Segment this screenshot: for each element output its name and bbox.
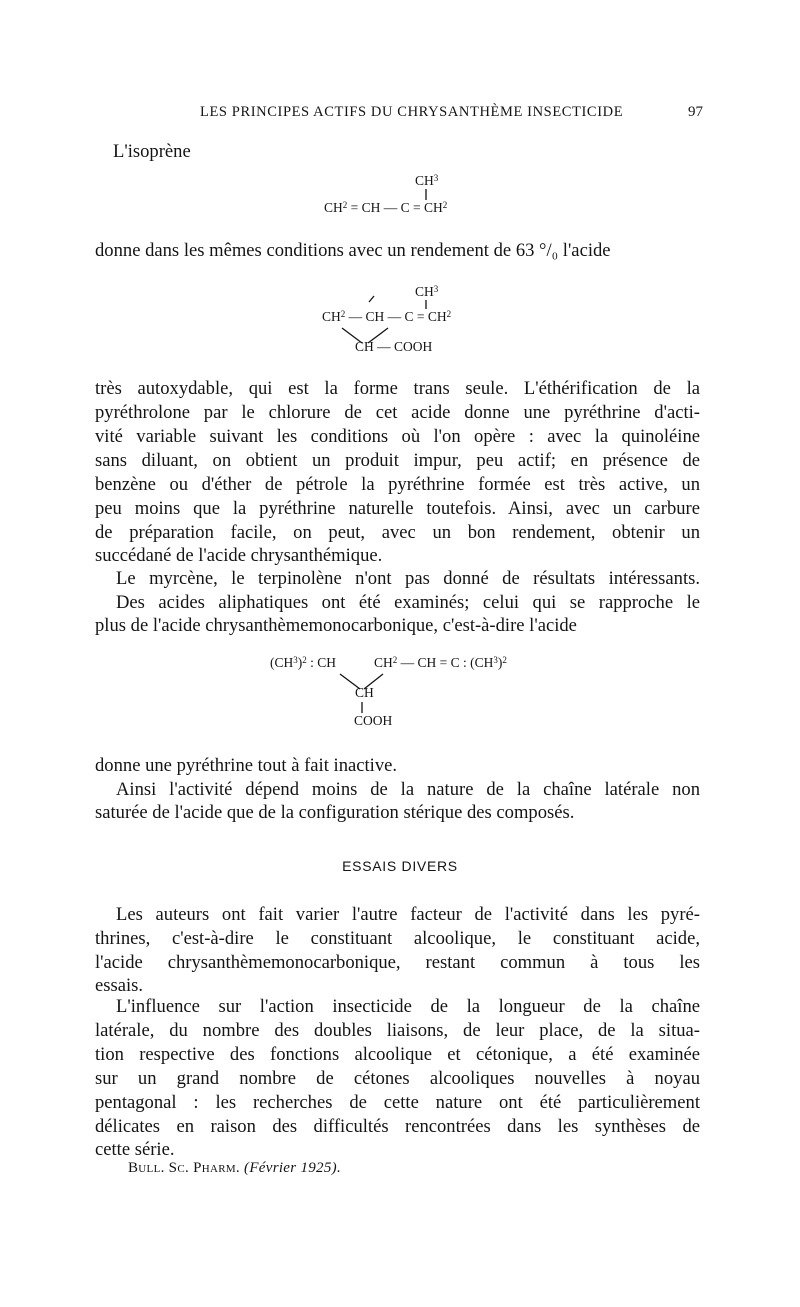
text-line: Des acides aliphatiques ont été examinés; celui qui se rapproche le xyxy=(116,592,700,613)
paragraph-4: donne une pyréthrine tout à fait inactive. xyxy=(95,755,398,776)
formula-acid-chain: $CH^2$ — CH — $C = CH^2$ xyxy=(322,309,452,324)
text-line: peu moins que la pyréthrine naturelle toutefois. Ainsi, avec un carbure xyxy=(95,498,700,519)
footer-journal: Bull. Sc. Pharm. xyxy=(128,1160,240,1176)
formula-acid-cooh: CH — COOH xyxy=(355,339,433,354)
formula-aliphatic-right: $CH^2$ — CH = C : $(CH^3)^2$ xyxy=(374,655,507,670)
text-line: cette série. xyxy=(95,1139,175,1160)
page-number: 97 xyxy=(688,104,703,120)
text-line: saturée de l'acide que de la configuration stérique des composés. xyxy=(95,802,575,823)
text-line: très autoxydable, qui est la forme trans seule. L'éthérification de la xyxy=(95,378,700,399)
text-line: pyréthrolone par le chlorure de cet acide donne une pyréthrine d'acti- xyxy=(95,402,700,423)
text-line: sans diluant, on obtient un produit impur, peu actif; en présence de xyxy=(95,450,700,471)
formula-aliphatic-ch: CH xyxy=(355,685,374,700)
text-line: Les auteurs ont fait varier l'autre facteur de l'activité dans les pyré- xyxy=(116,904,700,925)
running-header xyxy=(0,104,800,126)
formula-isoprene-chain: $CH^2$ = CH — $C = CH^2$ xyxy=(324,200,448,215)
formula-aliphatic-cooh: COOH xyxy=(354,713,393,728)
text-line: L'influence sur l'action insecticide de la longueur de la chaîne xyxy=(116,996,700,1017)
text-line: thrines, c'est-à-dire le constituant alcoolique, le constituant acide, xyxy=(95,928,700,949)
footer-date: (Février 1925). xyxy=(244,1160,341,1176)
text-line: l'acide chrysanthèmemonocarbonique, restant commun à tous les xyxy=(95,952,700,973)
text-line-donne: donne dans les mêmes conditions avec un rendement de 63 °/₀ l'acide xyxy=(95,240,611,261)
text-line: benzène ou d'éther de pétrole la pyréthrine formée est très active, un xyxy=(95,474,700,495)
text-line: sur un grand nombre de cétones alcooliques nouvelles à noyau xyxy=(95,1068,700,1089)
text-line: pentagonal : les recherches de cette nature ont été particulièrement xyxy=(95,1092,700,1113)
text-line: succédané de l'acide chrysanthémique. xyxy=(95,545,383,566)
text-line: latérale, du nombre des doubles liaisons, de leur place, de la situa- xyxy=(95,1020,700,1041)
paragraph-2: Le myrcène, le terpinolène n'ont pas donné de résultats intéressants. xyxy=(116,568,700,589)
bond-line xyxy=(369,296,374,302)
text-line: tion respective des fonctions alcoolique et cétonique, a été examinée xyxy=(95,1044,700,1065)
text-line: délicates en raison des difficultés rencontrées dans les synthèses de xyxy=(95,1116,700,1137)
formula-isoprene-ch3: $CH^3$ xyxy=(415,173,439,188)
text-line: essais. xyxy=(95,975,144,996)
isoprene-label: L'isoprène xyxy=(113,141,191,162)
text-line: Ainsi l'activité dépend moins de la nature de la chaîne latérale non xyxy=(116,779,700,800)
running-title: LES PRINCIPES ACTIFS DU CHRYSANTHÈME INSECTICIDE xyxy=(200,104,624,120)
text-line: de préparation facile, on peut, avec un bon rendement, obtenir un xyxy=(95,522,700,543)
text-line: vité variable suivant les conditions où l'on opère : avec la quinoléine xyxy=(95,426,700,447)
section-heading: ESSAIS DIVERS xyxy=(342,858,458,874)
footer-citation xyxy=(128,1160,341,1177)
formula-aliphatic-left: $(CH^3)^2$ : CH xyxy=(270,655,337,670)
text-line: plus de l'acide chrysanthèmemonocarbonique, c'est-à-dire l'acide xyxy=(95,615,577,636)
formula-acid-ch3: $CH^3$ xyxy=(415,284,439,299)
